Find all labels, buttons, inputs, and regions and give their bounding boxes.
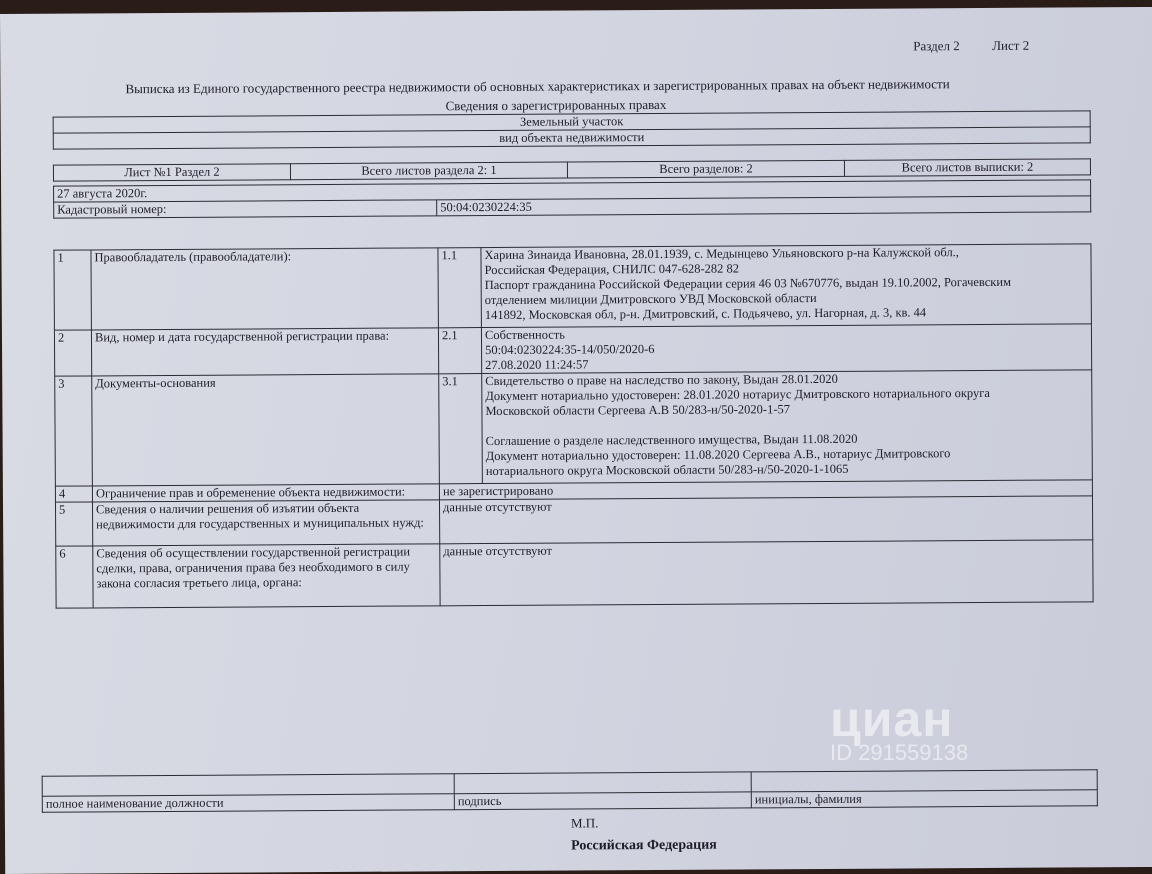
- signature-caption: подпись: [454, 792, 751, 810]
- table-row: [56, 540, 1093, 608]
- row-number: 2: [54, 330, 91, 376]
- value-line: нотариального округа Московской области 50/283-н/50-2020-1-1065: [485, 461, 849, 479]
- row-label: Ограничение прав и обременение объекта недвижимости:: [92, 484, 439, 502]
- row-value: не зарегистрировано: [439, 480, 1092, 500]
- sheet-number: Лист №1 Раздел 2: [53, 164, 290, 181]
- object-name: Земельный участок: [53, 111, 1090, 133]
- row-label: Правообладатель (правообладатели):: [91, 248, 438, 330]
- value-line: Документ нотариально удостоверен: 28.01.2020 нотариус Дмитровского нотариального округа: [485, 385, 990, 404]
- row-number: 3: [55, 376, 93, 486]
- row-number: 5: [55, 502, 92, 546]
- value-line: Харина Зинаида Ивановна, 28.01.1939, с. Медынцево Ульяновского р-на Калужской обл.,: [484, 245, 959, 263]
- row-value: данные отсутствуют: [439, 496, 1092, 544]
- value-line: Соглашение о разделе наследственного имущества, Выдан 11.08.2020: [485, 431, 858, 449]
- row-subnumber: 1.1: [438, 248, 481, 328]
- row-number: 1: [54, 250, 91, 330]
- object-table: [53, 110, 1091, 149]
- cadastral-number: 50:04:0230224:35: [437, 196, 1091, 216]
- document-subtitle: Сведения о зарегистрированных правах: [445, 96, 667, 114]
- cadastral-label: Кадастровый номер:: [54, 200, 437, 218]
- total-sheets: Всего листов выписки: 2: [844, 159, 1090, 177]
- value-line: Собственность: [484, 327, 566, 343]
- row-number: 6: [56, 546, 93, 608]
- total-sheets-section: Всего листов раздела 2: 1: [290, 162, 567, 180]
- row-subnumber: 3.1: [439, 374, 483, 484]
- section-label: Раздел 2: [913, 38, 960, 54]
- row-value: [482, 370, 1093, 484]
- row-value: [481, 324, 1091, 374]
- stamp-place: М.П.: [570, 815, 599, 831]
- value-line: 141892, Московская обл, р-н. Дмитровский, с. Подьячево, ул. Нагорная, д. 3, кв. 44: [484, 305, 927, 323]
- total-sections: Всего разделов: 2: [567, 160, 844, 178]
- value-line: Свидетельство о праве на наследство по закону, Выдан 28.01.2020: [485, 371, 838, 389]
- row-label: Сведения о наличии решения об изъятии объекта недвижимости для государственных и муниципальных нужд:: [92, 500, 439, 546]
- footer-country: Российская Федерация: [571, 837, 717, 854]
- document-page: [0, 7, 1152, 874]
- table-row: [54, 244, 1091, 330]
- extract-date: 27 августа 2020г.: [54, 180, 1091, 202]
- sheet-info-table: [53, 158, 1091, 181]
- position-caption: полное наименование должности: [42, 794, 454, 813]
- watermark-logo: циан: [830, 691, 954, 747]
- row-label: Вид, номер и дата государственной регистрации права:: [91, 328, 438, 376]
- object-caption: вид объекта недвижимости: [53, 127, 1090, 149]
- row-label: Документы-основания: [92, 374, 440, 486]
- value-line: 50:04:0230224:35-14/050/2020-6: [485, 342, 655, 358]
- cian-watermark: [830, 690, 968, 766]
- value-line: Московской области Сергеева А.В 50/283-н/50-2020-1-57: [485, 402, 791, 419]
- value-line: Документ нотариально удостоверен: 11.08.2020 Сергеева А.В., нотариус Дмитровского: [485, 446, 951, 464]
- value-line: отделением милиции Дмитровского УВД Московской области: [484, 291, 817, 308]
- table-row: [54, 324, 1091, 376]
- row-label: Сведения об осуществлении государственной регистрации сделки, права, ограничения права без необходимого в силу закона согласия третьего лица, органа:: [93, 544, 440, 608]
- cadastral-table: [53, 179, 1091, 218]
- rights-table: [53, 243, 1093, 608]
- value-line: 27.08.2020 11:24:57: [485, 357, 589, 373]
- row-value: [481, 244, 1091, 328]
- value-line: Паспорт гражданина Российской Федерации серия 46 03 №670776, выдан 19.10.2002, Рогачевским: [484, 274, 1011, 293]
- table-row: [55, 370, 1093, 486]
- watermark-id: ID 291559138: [830, 740, 969, 765]
- row-number: 4: [55, 486, 92, 502]
- sheet-label: Лист 2: [992, 37, 1030, 53]
- document-title: Выписка из Единого государственного реестра недвижимости об основных характеристиках и зарегистрированных правах на объект недвижимости: [125, 76, 950, 97]
- signature-table: [42, 769, 1098, 812]
- row-subnumber: 2.1: [438, 328, 481, 374]
- value-line: Российская Федерация, СНИЛС 047-628-282 82: [484, 261, 740, 278]
- row-value: данные отсутствуют: [440, 540, 1093, 606]
- table-row: [55, 496, 1092, 546]
- name-caption: инициалы, фамилия: [751, 790, 1097, 808]
